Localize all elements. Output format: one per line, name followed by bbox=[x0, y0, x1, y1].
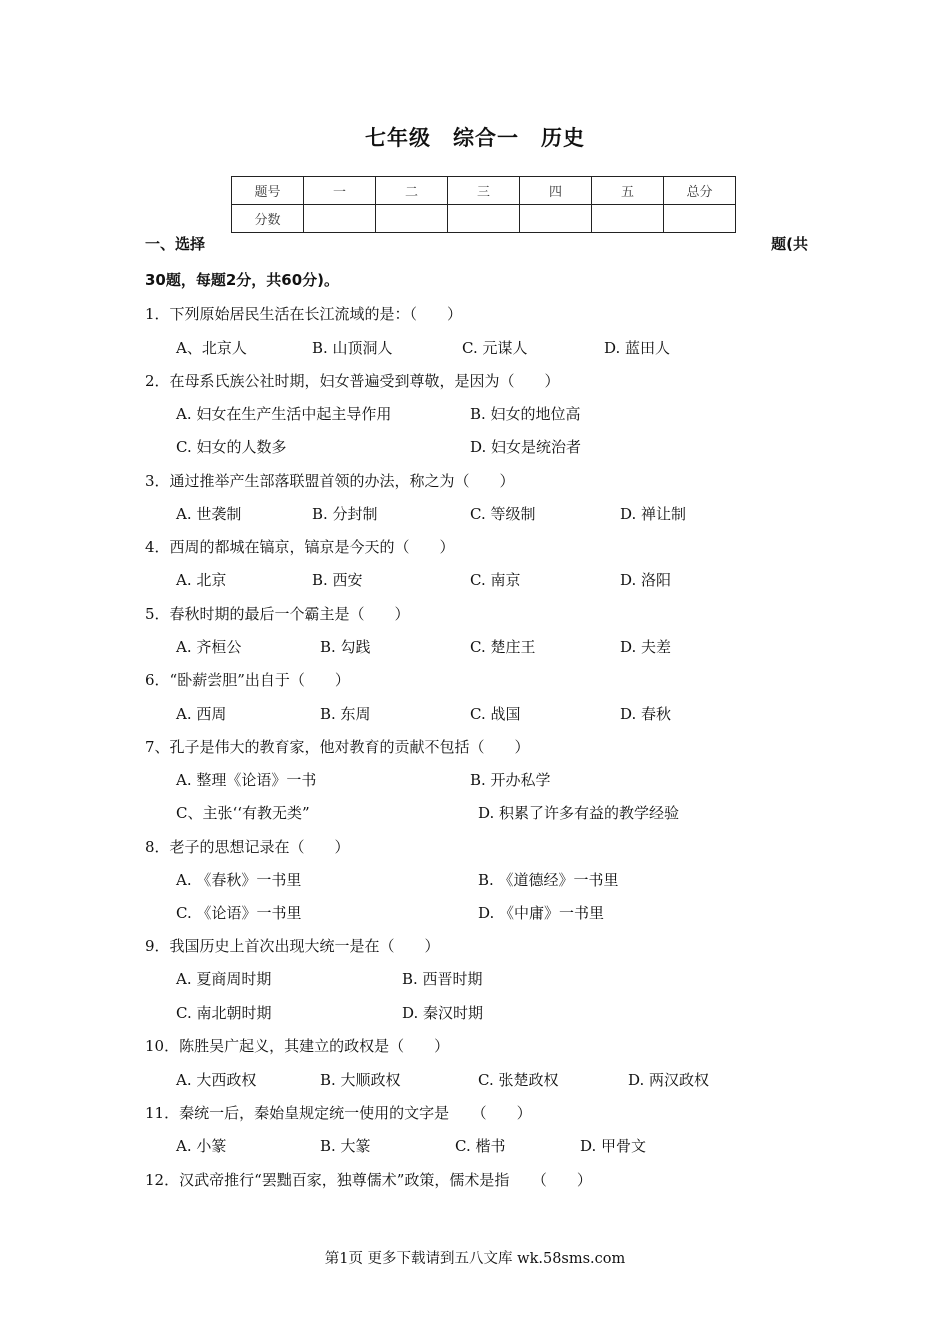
score-input-cell bbox=[304, 205, 376, 233]
option: D. 夫差 bbox=[620, 638, 672, 656]
option: B. 开办私学 bbox=[470, 771, 551, 789]
option: D. 妇女是统治者 bbox=[470, 438, 582, 456]
option: B. 东周 bbox=[320, 705, 371, 723]
option: B. 西晋时期 bbox=[402, 970, 483, 988]
option: A. 大西政权 bbox=[176, 1071, 257, 1089]
score-table-cell: 总分 bbox=[664, 177, 736, 205]
option: A. 北京 bbox=[176, 571, 227, 589]
option: A. 西周 bbox=[176, 705, 227, 723]
option: B. 分封制 bbox=[312, 505, 378, 523]
option: A. 齐桓公 bbox=[176, 638, 242, 656]
score-input-cell bbox=[376, 205, 448, 233]
option: B. 勾践 bbox=[320, 638, 371, 656]
option: A. 夏商周时期 bbox=[176, 970, 272, 988]
question-5: 5．春秋时期的最后一个霸主是（ ） bbox=[145, 605, 410, 623]
score-table bbox=[231, 176, 736, 233]
score-input-cell bbox=[448, 205, 520, 233]
question-9: 9．我国历史上首次出现大统一是在（ ） bbox=[145, 937, 440, 955]
question-10: 10．陈胜吴广起义，其建立的政权是（ ） bbox=[145, 1037, 450, 1055]
option: D. 两汉政权 bbox=[628, 1071, 710, 1089]
option: C. 等级制 bbox=[470, 505, 536, 523]
score-table-cell: 五 bbox=[592, 177, 664, 205]
score-table-cell: 题号 bbox=[232, 177, 304, 205]
option: C. 妇女的人数多 bbox=[176, 438, 287, 456]
option: A、北京人 bbox=[176, 339, 247, 357]
question-7: 7、孔子是伟大的教育家，他对教育的贡献不包括（ ） bbox=[145, 738, 530, 756]
option: A. 妇女在生产生活中起主导作用 bbox=[176, 405, 392, 423]
option: A. 世袭制 bbox=[176, 505, 242, 523]
option: D. 《中庸》一书里 bbox=[478, 904, 605, 922]
section-heading-left: 一、选择 bbox=[145, 235, 206, 253]
score-table-score-row bbox=[232, 205, 736, 233]
question-4: 4．西周的都城在镐京，镐京是今天的（ ） bbox=[145, 538, 455, 556]
question-2: 2．在母系氏族公社时期，妇女普遍受到尊敬，是因为（ ） bbox=[145, 372, 560, 390]
option: B. 大顺政权 bbox=[320, 1071, 401, 1089]
option: C. 元谋人 bbox=[462, 339, 528, 357]
option: C. 楚庄王 bbox=[470, 638, 536, 656]
option: C. 楷书 bbox=[455, 1137, 506, 1155]
score-table-cell: 二 bbox=[376, 177, 448, 205]
option: B. 西安 bbox=[312, 571, 363, 589]
question-6: 6．“卧薪尝胆”出自于（ ） bbox=[145, 671, 350, 689]
page-footer: 第1页 更多下载请到五八文库 wk.58sms.com bbox=[324, 1251, 626, 1267]
question-12: 12．汉武帝推行“罢黜百家，独尊儒术”政策，儒术是指 （ ） bbox=[145, 1171, 592, 1189]
score-table-header-row bbox=[232, 177, 736, 205]
option: B. 大篆 bbox=[320, 1137, 371, 1155]
score-input-cell bbox=[520, 205, 592, 233]
option: D. 蓝田人 bbox=[604, 339, 671, 357]
option: A. 《春秋》一书里 bbox=[176, 871, 302, 889]
option: C. 南京 bbox=[470, 571, 521, 589]
score-table-cell: 一 bbox=[304, 177, 376, 205]
option: A. 小篆 bbox=[176, 1137, 227, 1155]
option: D. 甲骨文 bbox=[580, 1137, 647, 1155]
option: D. 积累了许多有益的教学经验 bbox=[478, 804, 680, 822]
option: C. 战国 bbox=[470, 705, 521, 723]
option: D. 洛阳 bbox=[620, 571, 672, 589]
option: D. 秦汉时期 bbox=[402, 1004, 484, 1022]
option: C、主张‘‘有教无类” bbox=[176, 804, 310, 822]
option: C. 南北朝时期 bbox=[176, 1004, 272, 1022]
score-table-cell: 四 bbox=[520, 177, 592, 205]
page-title: 七年级 综合一 历史 bbox=[365, 126, 585, 150]
option: A. 整理《论语》一书 bbox=[176, 771, 317, 789]
score-input-cell bbox=[664, 205, 736, 233]
option: B. 妇女的地位高 bbox=[470, 405, 581, 423]
option: D. 禅让制 bbox=[620, 505, 687, 523]
question-3: 3．通过推举产生部落联盟首领的办法，称之为（ ） bbox=[145, 472, 515, 490]
question-11: 11．秦统一后，秦始皇规定统一使用的文字是 （ ） bbox=[145, 1104, 532, 1122]
option: B. 《道德经》一书里 bbox=[478, 871, 619, 889]
question-1: 1．下列原始居民生活在长江流域的是：（ ） bbox=[145, 305, 463, 323]
option: D. 春秋 bbox=[620, 705, 672, 723]
question-8: 8．老子的思想记录在（ ） bbox=[145, 838, 350, 856]
option: B. 山顶洞人 bbox=[312, 339, 393, 357]
score-table-cell: 三 bbox=[448, 177, 520, 205]
score-table-cell: 分数 bbox=[232, 205, 304, 233]
section-heading-right: 题(共 bbox=[771, 235, 808, 253]
option: C. 《论语》一书里 bbox=[176, 904, 302, 922]
section-heading-line2: 30题，每题2分，共60分)。 bbox=[145, 271, 340, 289]
option: C. 张楚政权 bbox=[478, 1071, 559, 1089]
score-input-cell bbox=[592, 205, 664, 233]
